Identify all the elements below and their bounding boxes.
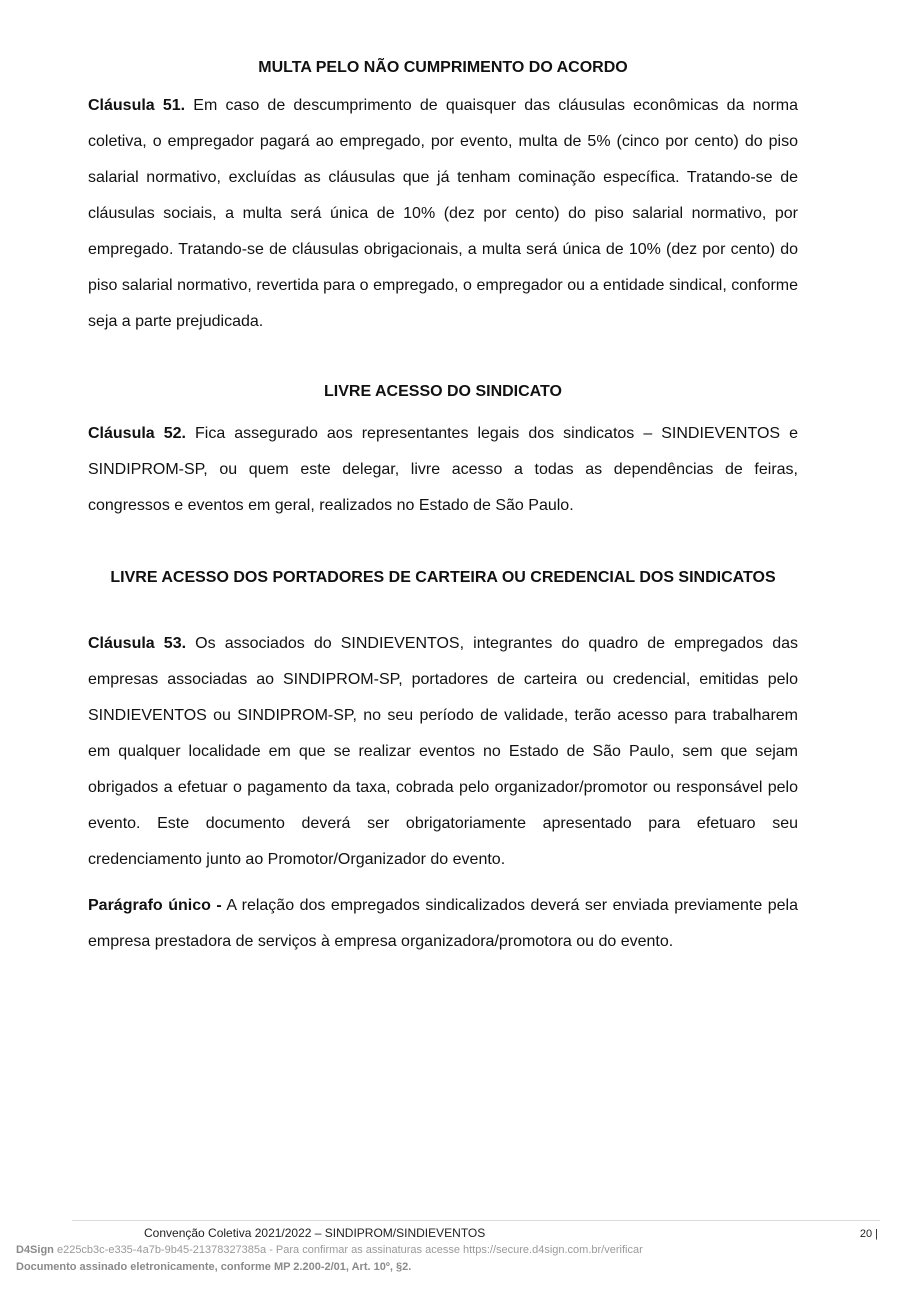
paragrafo-unico [88, 888, 798, 960]
signature-verification-line [16, 1244, 643, 1256]
paragrafo-unico-text: A relação dos empregados sindicalizados deverá ser enviada previamente pela empresa prestadora de serviços à empresa organizadora/promotora ou do evento. [88, 897, 798, 950]
clause-51-text: Em caso de descumprimento de quaisquer das cláusulas econômicas da norma coletiva, o empregador pagará ao empregado, por evento, multa de 5% (cinco por cento) do piso salarial normativo, excluídas as cláusulas que já tenham cominação específica. Tratando-se de cláusulas sociais, a multa será única de 10% (dez por cento) do piso salarial normativo, por empregado. Tratando-se de cláusulas obrigacionais, a multa será única de 10% (dez por cento) do piso salarial normativo, revertida para o empregado, o empregador ou a entidade sindical, conforme seja a parte prejudicada. [88, 97, 799, 330]
clause-52-text: Fica assegurado aos representantes legais dos sindicatos – SINDIEVENTOS e SINDIPROM-SP, ou quem este delegar, livre acesso a todas as dependências de feiras, congressos e eventos em geral, realizados no Estado de São Paulo. [88, 425, 799, 514]
page-content [88, 54, 798, 960]
verification-text: e225cb3c-e335-4a7b-9b45-21378327385a - Para confirmar as assinaturas acesse https://secure.d4sign.com.br/verificar [53, 1244, 643, 1256]
signature-notice: Documento assinado eletronicamente, conforme MP 2.200-2/01, Art. 10º, §2. [16, 1261, 412, 1273]
footer-divider [72, 1220, 880, 1221]
section-heading-livre-acesso: LIVRE ACESSO DO SINDICATO [324, 383, 562, 400]
clause-53 [88, 626, 798, 878]
clause-53-text: Os associados do SINDIEVENTOS, integrantes do quadro de empregados das empresas associadas ao SINDIPROM-SP, portadores de carteira ou credencial, emitidas pelo SINDIEVENTOS ou SINDIPROM-SP, no seu período de validade, terão acesso para trabalharem em qualquer localidade em que se realizar eventos no Estado de São Paulo, sem que sejam obrigados a efetuar o pagamento da taxa, cobrada pelo organizador/promotor ou responsável pelo evento. Este documento deverá ser obrigatoriamente apresentado para efetuaro seu credenciamento junto ao Promotor/Organizador do evento. [88, 635, 799, 868]
section-heading-portadores: LIVRE ACESSO DOS PORTADORES DE CARTEIRA OU CREDENCIAL DOS SINDICATOS [110, 569, 776, 586]
footer-title: Convenção Coletiva 2021/2022 – SINDIPROM/SINDIEVENTOS [144, 1226, 486, 1240]
clause-51-label: Cláusula 51. [88, 97, 186, 114]
section-heading-multa: MULTA PELO NÃO CUMPRIMENTO DO ACORDO [258, 59, 628, 76]
clause-52-label: Cláusula 52. [88, 425, 186, 442]
paragrafo-unico-label: Parágrafo único - [88, 897, 222, 914]
clause-52 [88, 416, 798, 524]
clause-51 [88, 88, 798, 340]
d4sign-brand: D4Sign [16, 1244, 54, 1256]
page-number: 20 | [859, 1228, 878, 1240]
clause-53-label: Cláusula 53. [88, 635, 187, 652]
